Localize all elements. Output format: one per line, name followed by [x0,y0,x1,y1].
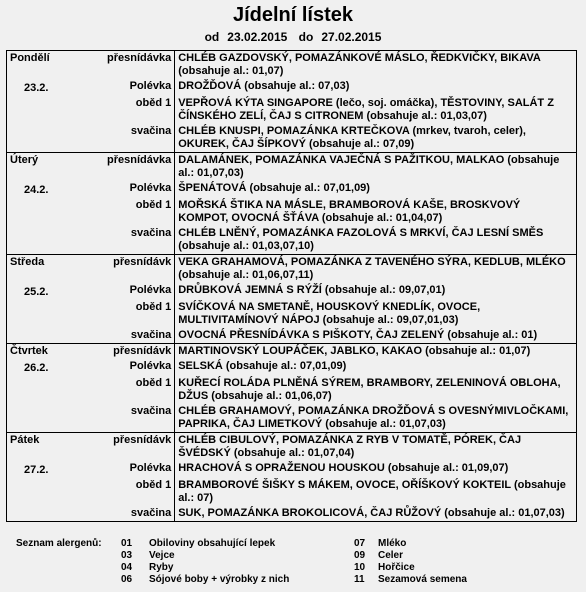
menu-table [6,50,577,522]
meal-label: Polévka [129,360,172,372]
meal-item: HRACHOVÁ S OPRAŽENOU HOUSKOU (obsahuje al.: 01,09,07) [175,461,577,478]
day-date: 26.2. [24,362,49,374]
meal-item: CHLÉB CIBULOVÝ, POMAZÁNKA Z RYB V TOMATĚ, PÓREK, ČAJ ŠVÉDSKÝ (obsahuje al.: 01,07,04) [175,433,577,462]
meal-label: oběd 1 [135,97,172,109]
table-row [7,283,577,300]
legend-code: 07 [354,538,366,549]
legend-text: Sezamová semena [378,574,467,585]
legend-text: Sójové boby + výrobky z nich [149,574,290,585]
meal-label: svačina [130,405,172,417]
table-row [7,404,577,433]
legend-code: 03 [121,550,133,561]
meal-item: ŠPENÁTOVÁ (obsahuje al.: 07,01,09) [175,181,577,198]
meal-label: svačina [130,227,172,239]
table-row [7,255,577,284]
meal-item: DROŽĎOVÁ (obsahuje al.: 07,03) [175,79,577,96]
meal-item: DRŮBKOVÁ JEMNÁ S RÝŽÍ (obsahuje al.: 09,07,01) [175,283,577,300]
day-date: 23.2. [24,82,49,94]
day-name: Úterý [7,153,105,182]
table-row [7,344,577,360]
to-label: do [298,30,314,44]
meal-item: VEKA GRAHAMOVÁ, POMAZÁNKA Z TAVENÉHO SÝRA, KEDLUB, MLÉKO (obsahuje al.: 01,06,07,11) [175,255,577,284]
table-row [7,51,577,80]
meal-item: SELSKÁ (obsahuje al.: 07,01,09) [175,359,577,376]
meal-label: Polévka [129,80,172,92]
meal-item: SUK, POMAZÁNKA BROKOLICOVÁ, ČAJ RŮŽOVÝ (obsahuje al.: 01,07,03) [175,506,577,522]
meal-label: Polévka [129,462,172,474]
meal-label: svačina [130,125,172,137]
meal-label: oběd 1 [135,377,172,389]
meal-item: OVOCNÁ PŘESNÍDÁVKA S PIŠKOTY, ČAJ ZELENÝ (obsahuje al.: 01) [175,328,577,344]
from-date: 23.02.2015 [227,30,288,44]
date-range [0,30,586,44]
day-name: Pondělí [7,51,105,80]
meal-label: oběd 1 [135,199,172,211]
meal-label: oběd 1 [135,479,172,491]
meal-label: svačina [130,329,172,341]
day-date: 25.2. [24,286,49,298]
meal-item: BRAMBOROVÉ ŠIŠKY S MÁKEM, OVOCE, OŘÍŠKOVÝ KOKTEIL (obsahuje al.: 07) [175,478,577,506]
legend-code: 06 [121,574,133,585]
table-row [7,153,577,182]
meal-item: KUŘECÍ ROLÁDA PLNĚNÁ SÝREM, BRAMBORY, ZELENINOVÁ OBLOHA, DŽUS (obsahuje al.: 01,06,07) [175,376,577,404]
meal-item: CHLÉB GRAHAMOVÝ, POMAZÁNKA DROŽĎOVÁ S OVESNÝMIVLOČKAMI, PAPRIKA, ČAJ LIMETKOVÝ (obsahuje al.: 01,07,03) [175,404,577,433]
day-date: 24.2. [24,184,49,196]
legend-text: Celer [378,550,404,561]
legend-code: 01 [121,538,133,549]
table-row [7,433,577,462]
meal-item: CHLÉB KNUSPI, POMAZÁNKA KRTEČKOVA (mrkev, tvaroh, celer), OKUREK, ČAJ ŠÍPKOVÝ (obsahuje al.: 07,09) [175,124,577,153]
table-row [7,226,577,255]
meal-item: VEPŘOVÁ KÝTA SINGAPORE (lečo, soj. omáčka), TĚSTOVINY, SALÁT Z ČÍNSKÉHO ZELÍ, ČAJ S CITRONEM (obsahuje al.: 01,03,07) [175,96,577,124]
legend-code: 11 [354,574,365,585]
to-date: 27.02.2015 [321,30,382,44]
legend-row [16,550,498,562]
meal-label: přesnídávka [104,153,175,182]
meal-item: CHLÉB GAZDOVSKÝ, POMAZÁNKOVÉ MÁSLO, ŘEDKVIČKY, BIKAVA (obsahuje al.: 01,07) [175,51,577,80]
meal-label: přesnídávk [104,344,175,360]
meal-item: DALAMÁNEK, POMAZÁNKA VAJEČNÁ S PAŽITKOU, MALKAO (obsahuje al.: 01,07,03) [175,153,577,182]
table-row [7,376,577,404]
legend-row [16,562,498,574]
day-date: 27.2. [24,464,49,476]
meal-item: SVÍČKOVÁ NA SMETANĚ, HOUSKOVÝ KNEDLÍK, OVOCE, MULTIVITAMÍNOVÝ NÁPOJ (obsahuje al.: 09,07,01,03) [175,300,577,328]
legend-code: 10 [354,562,366,573]
day-name: Čtvrtek [7,344,105,360]
table-row [7,198,577,226]
table-row [7,181,577,198]
meal-label: svačina [130,507,172,519]
meal-item: MARTINOVSKÝ LOUPÁČEK, JABLKO, KAKAO (obsahuje al.: 01,07) [175,344,577,360]
meal-label: přesnídávka [104,51,175,80]
meal-label: přesnídávk [104,433,175,462]
table-row [7,300,577,328]
table-row [7,79,577,96]
table-row [7,124,577,153]
legend-text: Obiloviny obsahující lepek [149,538,276,549]
table-row [7,359,577,376]
legend-label: Seznam alergenů: [16,538,102,549]
table-row [7,478,577,506]
meal-item: MOŘSKÁ ŠTIKA NA MÁSLE, BRAMBOROVÁ KAŠE, BROSKVOVÝ KOMPOT, OVOCNÁ ŠŤÁVA (obsahuje al.: 01,04,07) [175,198,577,226]
table-row [7,96,577,124]
day-name: Pátek [7,433,105,462]
table-row [7,328,577,344]
legend-code: 04 [121,562,133,573]
meal-label: přesnídávk [104,255,175,284]
meal-label: Polévka [129,284,172,296]
legend-text: Ryby [149,562,174,573]
from-label: od [204,30,220,44]
legend-text: Vejce [149,550,175,561]
meal-label: oběd 1 [135,301,172,313]
table-row [7,461,577,478]
meal-item: CHLÉB LNĚNÝ, POMAZÁNKA FAZOLOVÁ S MRKVÍ, ČAJ LESNÍ SMĚS (obsahuje al.: 01,03,07,10) [175,226,577,255]
legend-text: Mléko [378,538,407,549]
legend-row [16,538,498,550]
meal-label: Polévka [129,182,172,194]
legend-row [16,574,498,586]
day-name: Středa [7,255,105,284]
page-title: Jídelní lístek [232,4,354,26]
legend-text: Hořčice [378,562,415,573]
legend-code: 09 [354,550,366,561]
allergen-legend [16,538,498,586]
table-row [7,506,577,522]
